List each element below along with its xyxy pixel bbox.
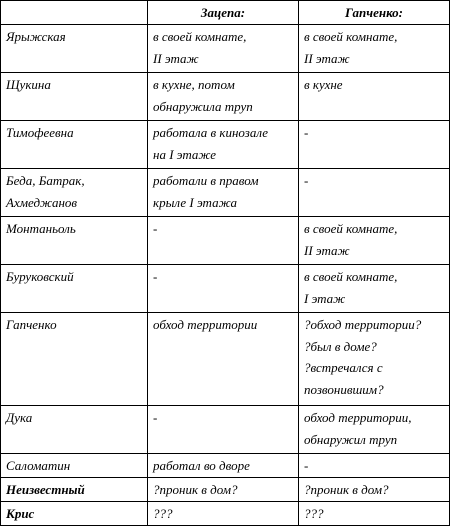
header-empty [1, 1, 148, 25]
cell-text-line: в кухне, потом [153, 77, 235, 92]
person-name-cell [1, 73, 148, 121]
zatsepa-testimony-cell [148, 25, 299, 73]
gapchenko-testimony-cell [299, 121, 450, 169]
cell-text-line: - [153, 269, 158, 284]
cell-text-line: работала в кинозале [153, 125, 269, 140]
person-name-cell [1, 313, 148, 406]
zatsepa-testimony-cell [148, 217, 299, 265]
cell-text-line: - [304, 173, 309, 188]
table-row [1, 313, 450, 406]
cell-text-line: в своей комнате, [304, 221, 398, 236]
zatsepa-testimony-cell [148, 478, 299, 502]
cell-text-line: обход территории [153, 317, 258, 332]
gapchenko-testimony-cell [299, 265, 450, 313]
table-row [1, 73, 450, 121]
person-name-cell [1, 265, 148, 313]
header-gapchenko: Гапченко: [299, 1, 450, 25]
cell-text-line: Дука [6, 410, 33, 425]
gapchenko-testimony-cell [299, 454, 450, 478]
cell-text-line: ?был в доме? [304, 338, 377, 354]
cell-text-line: работали в правом [153, 173, 259, 188]
person-name-cell [1, 217, 148, 265]
cell-text-line: II этаж [304, 50, 350, 66]
cell-text-line: в своей комнате, [304, 269, 398, 284]
cell-text-line: Беда, Батрак, [6, 173, 85, 188]
cell-text-line: II этаж [304, 242, 350, 258]
person-name-cell [1, 478, 148, 502]
person-name-cell [1, 169, 148, 217]
header-row [1, 1, 450, 25]
cell-text-line: ??? [153, 506, 173, 521]
cell-text-line: в своей комнате, [304, 29, 398, 44]
person-name-cell [1, 502, 148, 526]
gapchenko-testimony-cell [299, 313, 450, 406]
table-row [1, 478, 450, 502]
table-row [1, 502, 450, 526]
cell-text-line: Гапченко [6, 317, 57, 332]
cell-text-line: на I этаже [153, 146, 217, 162]
cell-text-line: ?обход территории? [304, 317, 422, 332]
cell-text-line: обнаружила труп [153, 98, 253, 114]
person-name-cell [1, 121, 148, 169]
person-name-cell [1, 25, 148, 73]
cell-text-line: работал во дворе [153, 458, 250, 473]
cell-text-line: - [304, 458, 309, 473]
cell-text-line: ??? [304, 506, 324, 521]
cell-text-line: - [153, 410, 158, 425]
table-row [1, 25, 450, 73]
zatsepa-testimony-cell [148, 454, 299, 478]
table-row [1, 265, 450, 313]
zatsepa-testimony-cell [148, 121, 299, 169]
header-zatsepa: Зацепа: [148, 1, 299, 25]
zatsepa-testimony-cell [148, 73, 299, 121]
table-row [1, 454, 450, 478]
cell-text-line: Неизвестный [6, 482, 85, 497]
cell-text-line: в кухне [304, 77, 343, 92]
gapchenko-testimony-cell [299, 406, 450, 454]
zatsepa-testimony-cell [148, 502, 299, 526]
zatsepa-testimony-cell [148, 406, 299, 454]
cell-text-line: в своей комнате, [153, 29, 247, 44]
cell-text-line: Монтаньоль [6, 221, 76, 236]
cell-text-line: Крис [6, 506, 35, 521]
gapchenko-testimony-cell [299, 73, 450, 121]
gapchenko-testimony-cell [299, 502, 450, 526]
cell-text-line: обход территории, [304, 410, 412, 425]
zatsepa-testimony-cell [148, 169, 299, 217]
cell-text-line: I этаж [304, 290, 346, 306]
cell-text-line: крыле I этажа [153, 194, 238, 210]
cell-text-line: II этаж [153, 50, 199, 66]
cell-text-line: обнаружил труп [304, 431, 398, 447]
cell-text-line: Тимофеевна [6, 125, 74, 140]
cell-text-line: Щукина [6, 77, 51, 92]
cell-text-line: - [304, 125, 309, 140]
cell-text-line: ?встречался с [304, 360, 383, 375]
cell-text-line: позвонившим? [304, 381, 384, 397]
gapchenko-testimony-cell [299, 169, 450, 217]
gapchenko-testimony-cell [299, 217, 450, 265]
person-name-cell [1, 406, 148, 454]
table-row [1, 121, 450, 169]
cell-text-line: Ахмеджанов [6, 194, 78, 210]
table-body [1, 25, 450, 526]
cell-text-line: ?проник в дом? [304, 482, 389, 497]
gapchenko-testimony-cell [299, 478, 450, 502]
cell-text-line: Саломатин [6, 458, 71, 473]
person-name-cell [1, 454, 148, 478]
table-row [1, 406, 450, 454]
cell-text-line: - [153, 221, 158, 236]
cell-text-line: ?проник в дом? [153, 482, 238, 497]
table-row [1, 217, 450, 265]
zatsepa-testimony-cell [148, 313, 299, 406]
cell-text-line: Ярыжская [6, 29, 66, 44]
cell-text-line: Буруковский [6, 269, 74, 284]
gapchenko-testimony-cell [299, 25, 450, 73]
zatsepa-testimony-cell [148, 265, 299, 313]
table-row [1, 169, 450, 217]
